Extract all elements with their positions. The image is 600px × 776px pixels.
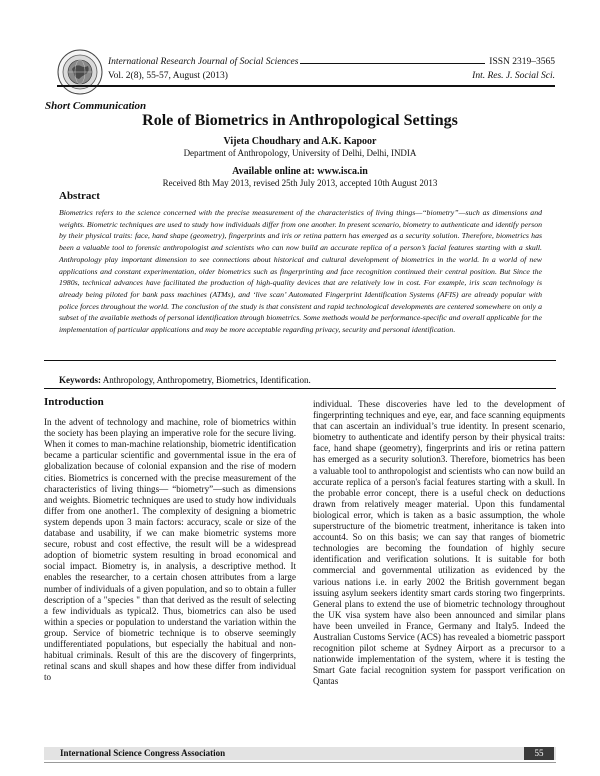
- received-dates: Received 8th May 2013, revised 25th July 2013, accepted 10th August 2013: [162, 178, 438, 188]
- article-title: Role of Biometrics in Anthropological Settings: [142, 112, 458, 129]
- issn: ISSN 2319–3565: [489, 57, 555, 67]
- keywords-rule: [44, 388, 556, 389]
- journal-name: International Research Journal of Social Sciences: [108, 57, 299, 67]
- volume-line: [108, 71, 555, 81]
- footer-rule: [44, 762, 556, 763]
- journal-header-line: [108, 57, 555, 67]
- abstract-rule: [44, 360, 556, 361]
- keywords-list: Anthropology, Anthropometry, Biometrics, Identification.: [102, 375, 311, 385]
- section-type: Short Communication: [45, 100, 147, 112]
- authors: Vijeta Choudhary and A.K. Kapoor: [223, 136, 377, 147]
- abstract-heading: Abstract: [59, 190, 100, 202]
- header-rule: [57, 85, 555, 87]
- page-number: 55: [524, 747, 554, 760]
- online-availability: Available online at: www.isca.in: [232, 166, 368, 177]
- journal-abbrev: Int. Res. J. Social Sci.: [472, 71, 555, 81]
- right-paragraph: individual. These discoveries have led to the development of fingerprinting techniques and eye, ear, and face scanning equipments that can ascertain an individual’s true identity. In present scenario, biometry to authenticate and identify person by their physical traits: face, hand shape (geometry), fingerprints and iris or retina pattern has emerged as a security solution3. Therefore, biometrics has been a valuable tool to anthropologist and scientists who can now build an accurate replica of a person's facial features starting with a skull. In the probable error concept, there is a useful check on deductions drawn from relatively meager material. Upon this fundamental biological error, which is taken as a basic assumption, the whole superstructure of the biometric treatment, inheritance is taken into account4. So on this basis; we can say that ranges of biometric technologies are becoming the foundation of highly secure identification and verification solutions. It is suitable for both commercial and governmental utilization as evidenced by the various nations i.e. in early 2002 the British government began issuing asylum seekers identity smart cards storing two fingerprints. General plans to extend the use of biometric technology throughout the UK visa system have also been announced and similar plans have been unveiled in France, Germany and Italy5. Indeed the Australian Customs Service (ACS) has revealed a biometric passport recognition pilot scheme at Sydney Airport as a precursor to a nationwide implementation of the system, where it is testing the Smart Gate facial recognition system for passport verification on Qantas: [313, 399, 565, 687]
- footer-association: International Science Congress Association: [60, 748, 226, 758]
- volume-info: Vol. 2(8), 55-57, August (2013): [108, 71, 228, 81]
- header-fill-rule: [300, 57, 485, 64]
- keywords-label: Keywords:: [59, 375, 101, 385]
- abstract-text: Biometrics refers to the science concerned with the precise measurement of the characteristics of living things—“biometry”—such as dimensions and weights. Biometric techniques are used to study how individuals differ from one another. In present scenario, biometry to authenticate and identify person by their physical traits: face, hand shape (geometry), fingerprints and iris or retina pattern has emerged as a security solution. Therefore, biometrics has been a valuable tool to forensic anthropologist and scientists who can now build an accurate replica of a person’s facial features starting with a skull. Anthropology play important dimension to see connections about historical and cultural development of biometrics in the world. In a world of new applications and constant experimentation, older biometrics such as fingerprinting and face recognition continued their central position. But Since the 1980s, technical advances have facilitated the production of high-quality devices that are relatively low in cost. For example, iris scan technology is already being piloted for bank pass machines (ATMs), and ‘live scan’ Automated Fingerprint Identification Systems (AFIS) are already popular with police forces throughout the world. The conclusion of the study is that consistent and rapid technological developments are centered somewhere on only a subset of the available methods of personal identification through biometrics. Some methods would be performance-specific and overall applicable for the implementation of particular applications and may be more acceptable regarding privacy, security and personal identification.: [59, 208, 542, 335]
- left-column: [44, 395, 296, 683]
- journal-logo: [57, 49, 103, 95]
- intro-paragraph: In the advent of technology and machine, role of biometrics within the society has been playing an imperative role for the secure living. When it comes to man-machine relationship, biometric identification became a particular scientific and governmental issue in the era of globalization because of colonial expansion and the rise of modern cities. Biometrics is concerned with the precise measurement of the characteristics of living things— “biometry”—such as dimensions and weights. Biometric techniques are used to study how individuals differ from one another1. The complexity of designing a biometric system depends upon 3 main factors: accuracy, scale or size of the database and usability, if we can make biometric systems more secure, robust and cost effective, the result will be a widespread adoption of biometric system resulting in broad economical and social impact. Biometry is, in analysis, a descriptive method. It enables the researcher, to a certain chosen attributes from a large number of individuals of a given population, and so to obtain a fuller description of a "species " than that derived as the result of selecting a few individuals as typical2. Thus, biometrics can also be used within a species or population to understand the variation within the group. Service of biometric technique is to observe seemingly undifferentiated populations, but especially the habitual and non-habitual criminals. Result of this are the discovery of fingerprints, retinal scans and skull shapes and how these differ from individual to: [44, 417, 296, 683]
- keywords: [59, 375, 311, 385]
- introduction-heading: Introduction: [44, 396, 104, 408]
- affiliation: Department of Anthropology, University of Delhi, Delhi, INDIA: [183, 148, 417, 158]
- right-column: [313, 395, 565, 687]
